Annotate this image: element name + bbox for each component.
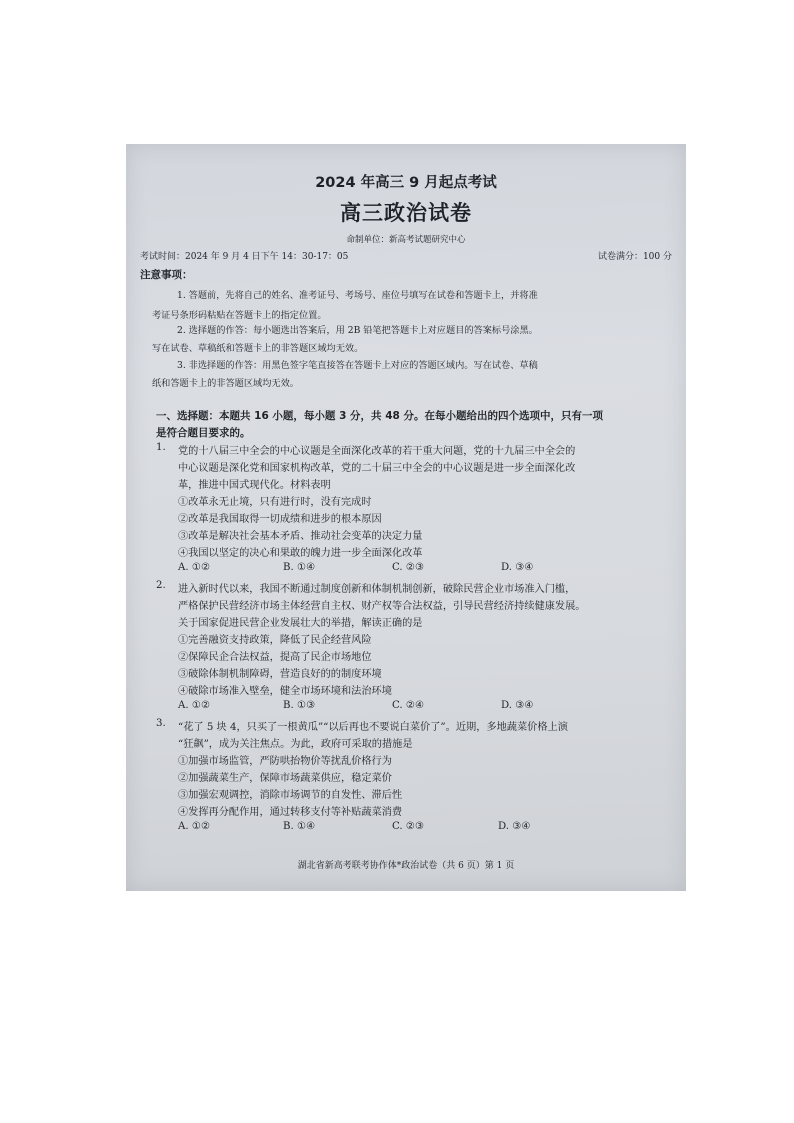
- statement: ②改革是我国取得一切成绩和进步的根本原因: [178, 514, 382, 525]
- page-footer: 湖北省新高考联考协作体*政治试卷（共 6 页）第 1 页: [297, 861, 515, 871]
- statement: ③改革是解决社会基本矛盾、推动社会变革的决定力量: [178, 531, 423, 542]
- option-d: D. ③④: [501, 562, 534, 573]
- question-number: 3.: [156, 718, 166, 729]
- question-stem: 党的十八届三中全会的中心议题是全面深化改革的若干重大问题，党的十九届三中全会的: [178, 446, 576, 457]
- statement: ④发挥再分配作用，通过转移支付等补贴蔬菜消费: [178, 807, 403, 818]
- statement: ③破除体制机制障碍，营造良好的的制度环境: [178, 669, 382, 680]
- section-heading: 一、选择题：本题共 16 小题，每小题 3 分，共 48 分。在每小题给出的四个选项中，只有一项: [156, 410, 603, 422]
- statement: ②保障民企合法权益，提高了民企市场地位: [178, 652, 372, 663]
- option-a: A. ①②: [178, 562, 211, 573]
- question-number: 1.: [156, 442, 166, 453]
- notes-heading: 注意事项：: [140, 269, 193, 281]
- statement: ①改革永无止境，只有进行时，没有完成时: [178, 497, 372, 508]
- subject-title: 高三政治试卷: [340, 201, 472, 225]
- note-line: 3. 非选择题的作答：用黑色签字笔直接答在答题卡上对应的答题区域内。写在试卷、草稿: [177, 360, 538, 371]
- option-c: C. ②③: [392, 562, 425, 573]
- note-line: 纸和答题卡上的非答题区域均无效。: [152, 378, 299, 389]
- exam-paper: [126, 144, 686, 891]
- statement: ④我国以坚定的决心和果敢的魄力进一步全面深化改革: [178, 548, 423, 559]
- question-stem: 中心议题是深化党和国家机构改革，党的二十届三中全会的中心议题是进一步全面深化改: [178, 463, 576, 474]
- question-stem: 关于国家促进民营企业发展壮大的举措，解读正确的是: [178, 618, 423, 629]
- option-b: B. ①③: [283, 700, 316, 711]
- option-d: D. ③④: [498, 821, 531, 832]
- question-number: 2.: [156, 580, 166, 591]
- statement: ①完善融资支持政策，降低了民企经营风险: [178, 635, 372, 646]
- option-d: D. ③④: [501, 700, 534, 711]
- exam-time: 考试时间：2024 年 9 月 4 日下午 14：30-17：05: [140, 252, 349, 262]
- note-line: 写在试卷、草稿纸和答题卡上的非答题区域均无效。: [152, 343, 364, 354]
- compiler-line: 命制单位：新高考试题研究中心: [346, 235, 466, 245]
- question-stem: 严格保护民营经济市场主体经营自主权、财产权等合法权益，引导民营经济持续健康发展。: [178, 601, 586, 612]
- exam-title: 2024 年高三 9 月起点考试: [315, 175, 497, 191]
- option-a: A. ①②: [178, 700, 211, 711]
- option-b: B. ①④: [283, 821, 316, 832]
- option-a: A. ①②: [178, 821, 211, 832]
- section-heading-cont: 是符合题目要求的。: [156, 427, 251, 439]
- question-stem: “狂飙”，成为关注焦点。为此，政府可采取的措施是: [178, 739, 413, 750]
- note-line: 考证号条形码粘贴在答题卡上的指定位置。: [152, 310, 327, 321]
- statement: ③加强宏观调控，消除市场调节的自发性、滞后性: [178, 790, 403, 801]
- statement: ④破除市场准入壁垒，健全市场环境和法治环境: [178, 686, 392, 697]
- statement: ②加强蔬菜生产，保障市场蔬菜供应，稳定菜价: [178, 773, 392, 784]
- option-c: C. ②④: [392, 700, 425, 711]
- note-line: 2. 选择题的作答：每小题选出答案后，用 2B 铅笔把答题卡上对应题目的答案标号涂黑。: [177, 325, 538, 336]
- statement: ①加强市场监管，严防哄抬物价等扰乱价格行为: [178, 756, 392, 767]
- question-stem: 革，推进中国式现代化。材料表明: [178, 480, 331, 491]
- note-line: 1. 答题前，先将自己的姓名、准考证号、考场号、座位号填写在试卷和答题卡上，并将准: [177, 290, 538, 301]
- question-stem: 进入新时代以来，我国不断通过制度创新和体制机制创新，破除民营企业市场准入门槛，: [178, 584, 576, 595]
- question-stem: “花了 5 块 4，只买了一根黄瓜”“以后再也不要说白菜价了”。近期，多地蔬菜价格上演: [178, 722, 568, 733]
- option-b: B. ①④: [283, 562, 316, 573]
- full-score: 试卷满分：100 分: [597, 252, 672, 262]
- option-c: C. ②③: [392, 821, 425, 832]
